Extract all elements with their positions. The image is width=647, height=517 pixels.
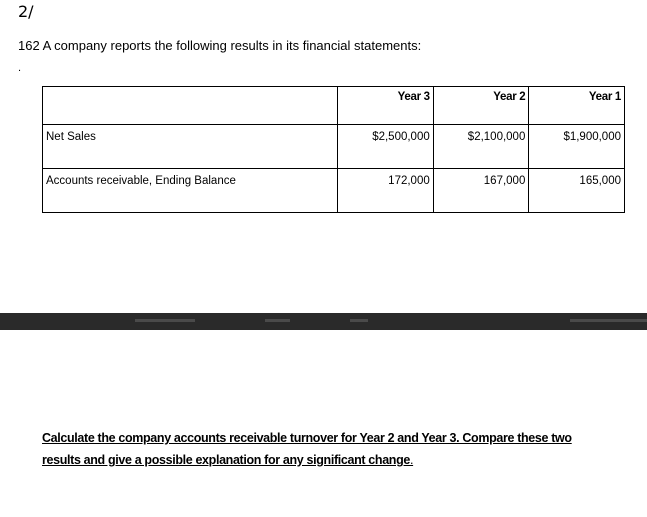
bar-smudge <box>135 319 195 322</box>
row-label-net-sales: Net Sales <box>43 125 338 169</box>
bullet-dot: . <box>18 62 22 74</box>
dark-separator-bar <box>0 313 647 330</box>
question-line-1: Calculate the company accounts receivable turnover for Year 2 and Year 3. Compare these two <box>42 431 572 445</box>
financial-table <box>42 86 625 213</box>
row-label-accounts-receivable: Accounts receivable, Ending Balance <box>43 169 338 213</box>
bar-smudge <box>570 319 647 322</box>
question-end-period: . <box>409 453 414 467</box>
cell-ar-year-1: 165,000 <box>529 169 625 213</box>
cell-ar-year-2: 167,000 <box>433 169 529 213</box>
header-year-3: Year 3 <box>338 87 434 125</box>
cell-net-sales-year-3: $2,500,000 <box>338 125 434 169</box>
bar-smudge <box>350 319 368 322</box>
cell-net-sales-year-1: $1,900,000 <box>529 125 625 169</box>
header-empty-cell <box>43 87 338 125</box>
table-row <box>43 169 625 213</box>
cell-net-sales-year-2: $2,100,000 <box>433 125 529 169</box>
question-line-2-text: results and give a possible explanation for any significant change <box>42 453 410 467</box>
question-line-2 <box>42 449 622 471</box>
table-header-row <box>43 87 625 125</box>
header-year-1: Year 1 <box>529 87 625 125</box>
cell-ar-year-3: 172,000 <box>338 169 434 213</box>
intro-text: 162 A company reports the following results in its financial statements: <box>18 38 422 53</box>
bar-smudge <box>265 319 290 322</box>
page-number: 2/ <box>18 2 34 21</box>
table-row <box>43 125 625 169</box>
question-text <box>42 427 622 471</box>
header-year-2: Year 2 <box>433 87 529 125</box>
